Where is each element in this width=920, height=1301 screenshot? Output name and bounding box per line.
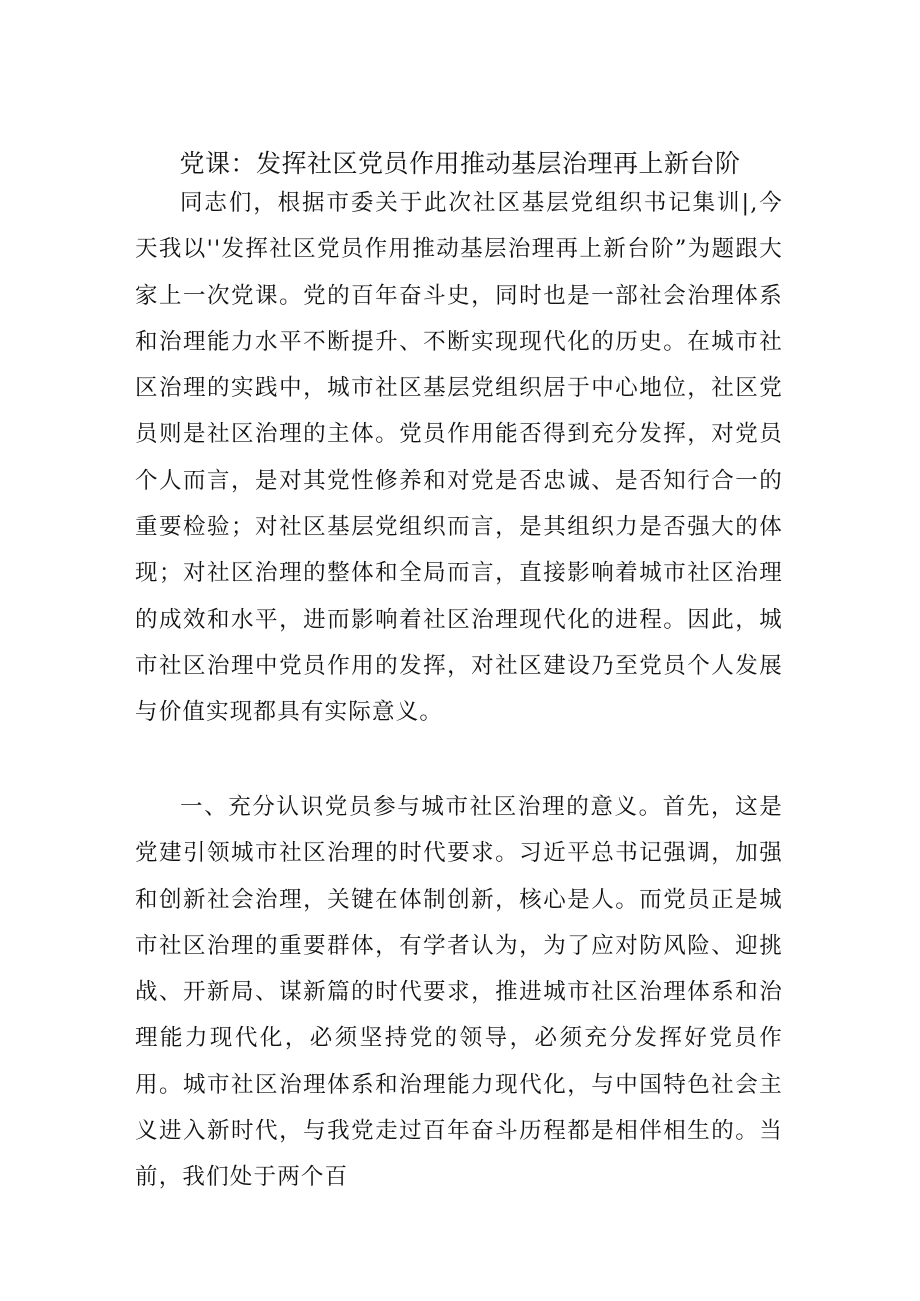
- document-title: 党课：发挥社区党员作用推动基层治理再上新台阶: [179, 149, 741, 178]
- body-paragraph: 一、充分认识党员参与城市社区治理的意义。首先，这是党建引领城市社区治理的时代要求。习近平总书记强调，加强和创新社会治理，关键在体制创新，核心是人。而党员正是城市社区治理的重要群体，有学者认为，为了应对防风险、迎挑战、开新局、谋新篇的时代要求，推进城市社区治理体系和治理能力现代化，必须坚持党的领导，必须充分发挥好党员作用。城市社区治理体系和治理能力现代化，与中国特色社会主义进入新时代，与我党走过百年奋斗历程都是相伴相生的。当前，我们处于两个百: [135, 794, 783, 1191]
- body-paragraph: 同志们，根据市委关于此次社区基层党组织书记集训|,今天我以''发挥社区党员作用推动基层治理再上新台阶”为题跟大家上一次党课。党的百年奋斗史，同时也是一部社会治理体系和治理能力水平不断提升、不断实现现代化的历史。在城市社区治理的实践中，城市社区基层党组织居于中心地位，社区党员则是社区治理的主体。党员作用能否得到充分发挥，对党员个人而言，是对其党性修养和对党是否忠诚、是否知行合一的重要检验；对社区基层党组织而言，是其组织力是否强大的体现；对社区治理的整体和全局而言，直接影响着城市社区治理的成效和水平，进而影响着社区治理现代化的进程。因此，城市社区治理中党员作用的发挥，对社区建设乃至党员个人发展与价值实现都具有实际意义。: [135, 190, 783, 726]
